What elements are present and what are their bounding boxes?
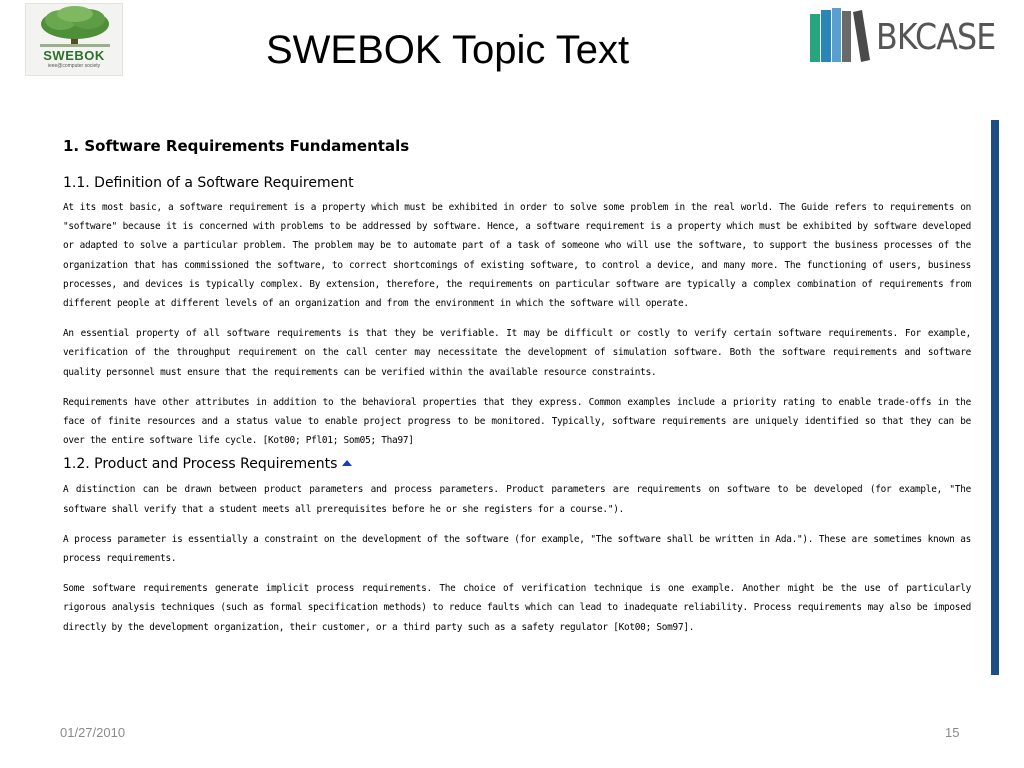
swebok-wordmark: SWEBOK	[43, 48, 105, 63]
section-title: 1.1. Definition of a Software Requirement	[63, 175, 354, 191]
document-heading: 1. Software Requirements Fundamentals	[63, 137, 410, 155]
bkcase-wordmark: BKCASE	[876, 17, 996, 58]
bkcase-logo	[808, 6, 1008, 64]
up-arrow-icon[interactable]	[342, 460, 352, 466]
vertical-scrollbar[interactable]	[991, 120, 999, 675]
section-definition	[63, 173, 971, 450]
slide-title: SWEBOK Topic Text	[266, 28, 630, 72]
section-product-process	[63, 454, 971, 636]
paragraph: Requirements have other attributes in addition to the behavioral properties that they express. Common examples include a priority rating to enable trade-offs in the face of finite resources and a status value to enable project progress to be monitored. Typically, software requirements are uniquely identified so that they can be over the entire software life cycle. [Kot00; Pfl01; Som05; Tha97]	[63, 396, 971, 447]
paragraph: At its most basic, a software requirement is a property which must be exhibited in order to solve some problem in the real world. The Guide refers to requirements on "software" because it is concerned with problems to be addressed by software. Hence, a software requirement is a property which must be exhibited by software developed or adapted to solve a particular problem. The problem may be to automate part of a task of someone who will use the software, to support the business processes of the organization that has commissioned the software, to correct shortcomings of existing software, to control a device, and many more. The functioning of users, business processes, and devices is typically complex. By extension, therefore, the requirements on particular software are typically a complex combination of requirements from different people at different levels of an organization and from the environment in which the software will operate.	[63, 202, 971, 310]
page-number: 15	[945, 725, 960, 740]
paragraph: An essential property of all software requirements is that they be verifiable. It may be difficult or costly to verify certain software requirements. For example, verification of the throughput requirement on the call center may necessitate the development of simulation software. Both the software requirements and software quality personnel must ensure that the requirements can be verified within the available resource constraints.	[63, 328, 971, 378]
section-title: 1.2. Product and Process Requirements	[63, 454, 971, 474]
books-icon	[808, 6, 872, 64]
paragraph: A process parameter is essentially a constraint on the development of the software (for example, "The software shall be written in Ada."). These are sometimes known as process requirements.	[63, 533, 971, 565]
paragraph: Some software requirements generate implicit process requirements. The choice of verification technique is one example. Another might be the use of particularly rigorous analysis techniques (such as formal specification methods) to reduce faults which can lead to inadequate reliability. Process requirements may also be imposed directly by the development organization, their customer, or a third party such as a safety regulator [Kot00; Som97].	[63, 583, 971, 633]
document-body	[63, 135, 971, 648]
tree-icon	[26, 4, 124, 50]
swebok-logo	[25, 3, 123, 76]
footer-date: 01/27/2010	[60, 725, 126, 740]
swebok-subtitle: ieee@computer society	[47, 63, 101, 69]
paragraph: A distinction can be drawn between product parameters and process parameters. Product parameters are requirements on software to be developed (for example, "The software shall verify that a student meets all prerequisites before he or she registers for a course.").	[63, 484, 971, 515]
